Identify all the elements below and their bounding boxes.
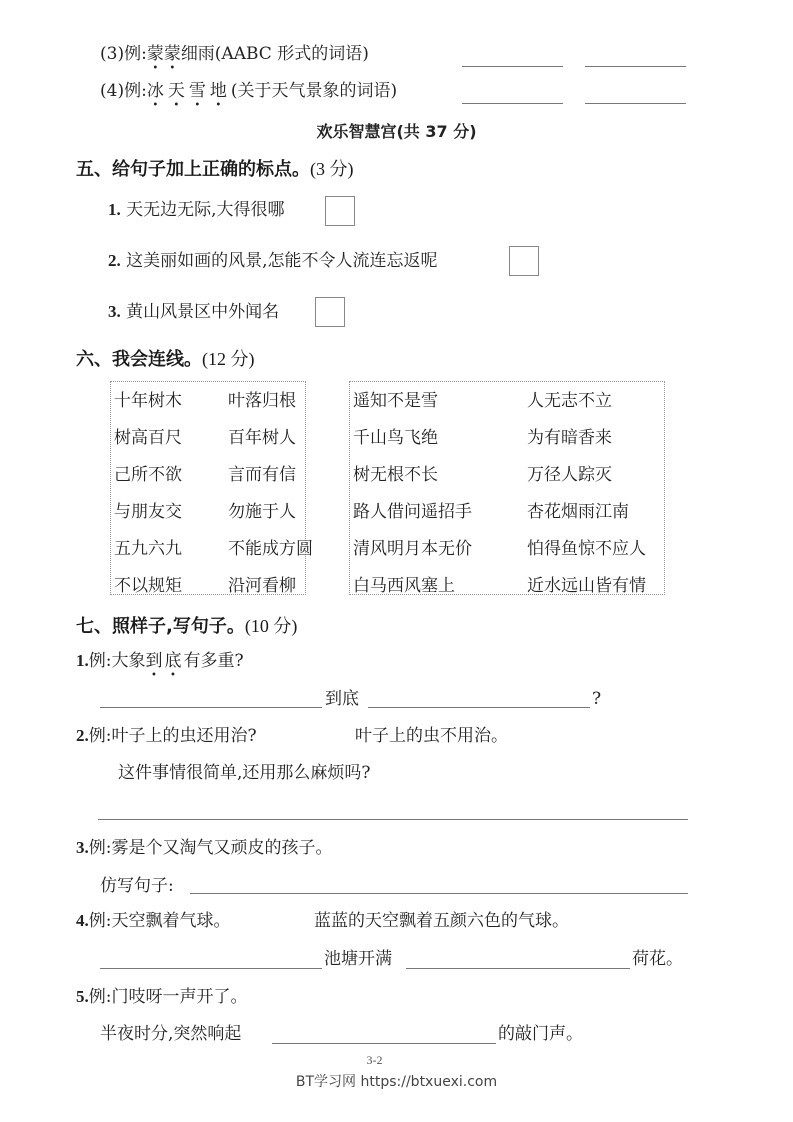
- matching-box-idioms: [110, 381, 313, 596]
- match-left-item[interactable]: 白马西风塞上: [353, 576, 455, 596]
- fill-text: 荷花。: [632, 949, 683, 969]
- item-number: 3.: [108, 302, 121, 321]
- match-left-item[interactable]: 不以规矩: [114, 576, 182, 596]
- fill-text: ?: [592, 689, 602, 709]
- match-left-item[interactable]: 树无根不长: [353, 465, 438, 485]
- item-number: 2.: [108, 251, 121, 270]
- answer-line[interactable]: [272, 1043, 496, 1044]
- answer-line[interactable]: [406, 968, 630, 969]
- match-right-item[interactable]: 人无志不立: [527, 391, 612, 411]
- match-right-item[interactable]: 不能成方圆: [228, 539, 313, 559]
- question-number: 4.: [76, 911, 89, 930]
- page-number: 3-2: [366, 1053, 383, 1067]
- match-right-item[interactable]: 近水远山皆有情: [527, 576, 646, 596]
- fill-text: 的敲门声。: [498, 1024, 583, 1044]
- section-7-heading: [76, 612, 297, 638]
- emphasis-char: 地: [209, 81, 231, 101]
- punctuation-item-3: [108, 302, 279, 322]
- punctuation-item-1: [108, 200, 285, 220]
- heading-points: (10 分): [244, 616, 298, 636]
- match-right-item[interactable]: 言而有信: [228, 465, 296, 485]
- site-watermark: BT学习网 https://btxuexi.com: [295, 1074, 498, 1090]
- emphasis-char: 到: [145, 651, 165, 671]
- answer-line[interactable]: [100, 707, 322, 708]
- question-3-example: [76, 838, 332, 858]
- emphasized-text: [147, 44, 181, 64]
- match-right-item[interactable]: 为有暗香来: [527, 428, 612, 448]
- example-text: 有多重?: [183, 651, 244, 671]
- heading-text: 七、照样子,写句子。: [76, 616, 245, 637]
- emphasized-text: [147, 81, 231, 101]
- question-prompt: 仿写句子:: [100, 876, 174, 896]
- emphasis-char: 冰: [146, 81, 168, 101]
- answer-line[interactable]: [585, 66, 686, 67]
- item-text: 黄山风景区中外闻名: [126, 302, 280, 322]
- answer-line[interactable]: [100, 968, 322, 969]
- answer-line[interactable]: [462, 103, 563, 104]
- answer-line[interactable]: [585, 103, 686, 104]
- match-right-item[interactable]: 叶落归根: [228, 391, 296, 411]
- section-5-heading: [76, 155, 354, 181]
- example-result: 叶子上的虫不用治。: [355, 726, 508, 746]
- question-prompt: 这件事情很简单,还用那么麻烦吗?: [118, 763, 371, 783]
- question-number: 1.: [76, 651, 89, 670]
- emphasis-char: 雪: [188, 81, 210, 101]
- item-text: 细雨(AABC 形式的词语): [180, 44, 369, 64]
- fill-text: 到底: [325, 689, 359, 709]
- section-6-heading: [76, 345, 255, 371]
- item-prefix: (4)例:: [100, 81, 147, 101]
- question-number: 3.: [76, 838, 89, 857]
- question-5-example: [76, 987, 247, 1007]
- match-left-item[interactable]: 清风明月本无价: [353, 539, 472, 559]
- heading-points: (12 分): [202, 349, 255, 369]
- question-2-example: [76, 726, 257, 746]
- example-text: 例:叶子上的虫还用治?: [88, 726, 257, 746]
- item-prefix: (3)例:: [100, 44, 147, 64]
- emphasis-char: 天: [167, 81, 189, 101]
- example-text: 例:门吱呀一声开了。: [88, 987, 248, 1007]
- fill-text: 池塘开满: [324, 949, 392, 969]
- emphasis-char: 底: [164, 651, 184, 671]
- answer-line[interactable]: [190, 893, 688, 894]
- match-left-item[interactable]: 路人借问遥招手: [353, 502, 472, 522]
- item-number: 1.: [108, 200, 121, 219]
- word-item-3: [100, 44, 369, 64]
- match-left-item[interactable]: 十年树木: [114, 391, 182, 411]
- match-right-item[interactable]: 万径人踪灭: [527, 465, 612, 485]
- matching-box-poems: [349, 381, 665, 595]
- item-text: 天无边无际,大得很哪: [126, 200, 285, 220]
- punctuation-answer-box[interactable]: [315, 297, 345, 327]
- match-left-item[interactable]: 遥知不是雪: [353, 391, 438, 411]
- question-number: 5.: [76, 987, 89, 1006]
- match-right-item[interactable]: 杏花烟雨江南: [527, 502, 629, 522]
- example-result: 蓝蓝的天空飘着五颜六色的气球。: [314, 911, 569, 931]
- match-left-item[interactable]: 己所不欲: [114, 465, 182, 485]
- match-left-item[interactable]: 树高百尺: [114, 428, 182, 448]
- match-left-item[interactable]: 与朋友交: [114, 502, 182, 522]
- question-1-example: [76, 651, 244, 671]
- question-number: 2.: [76, 726, 89, 745]
- punctuation-answer-box[interactable]: [509, 246, 539, 276]
- word-item-4: [100, 81, 397, 101]
- item-text: 这美丽如画的风景,怎能不令人流连忘返呢: [126, 251, 438, 271]
- match-right-item[interactable]: 百年树人: [228, 428, 296, 448]
- match-left-item[interactable]: 五九六九: [114, 539, 182, 559]
- match-left-item[interactable]: 千山鸟飞绝: [353, 428, 438, 448]
- punctuation-answer-box[interactable]: [325, 196, 355, 226]
- emphasis-char: 蒙: [146, 44, 164, 64]
- emphasis-char: 蒙: [163, 44, 181, 64]
- heading-text: 五、给句子加上正确的标点。: [76, 159, 310, 180]
- answer-line[interactable]: [368, 707, 590, 708]
- example-text: 例:雾是个又淘气又顽皮的孩子。: [88, 838, 333, 858]
- question-prompt: 半夜时分,突然响起: [100, 1024, 242, 1044]
- match-right-item[interactable]: 勿施于人: [228, 502, 296, 522]
- punctuation-item-2: [108, 251, 438, 271]
- item-text: (关于天气景象的词语): [230, 81, 398, 101]
- match-right-item[interactable]: 怕得鱼惊不应人: [527, 539, 646, 559]
- heading-points: (3 分): [310, 159, 354, 179]
- example-text: 例:天空飘着气球。: [88, 911, 231, 931]
- emphasized-text: [145, 651, 183, 671]
- question-4-example: [76, 911, 230, 931]
- section-banner: 欢乐智慧宫(共 37 分): [316, 122, 477, 141]
- answer-line[interactable]: [462, 66, 563, 67]
- answer-line[interactable]: [98, 819, 688, 820]
- example-text: 例:大象: [88, 651, 146, 671]
- match-right-item[interactable]: 沿河看柳: [228, 576, 296, 596]
- heading-text: 六、我会连线。: [76, 349, 202, 370]
